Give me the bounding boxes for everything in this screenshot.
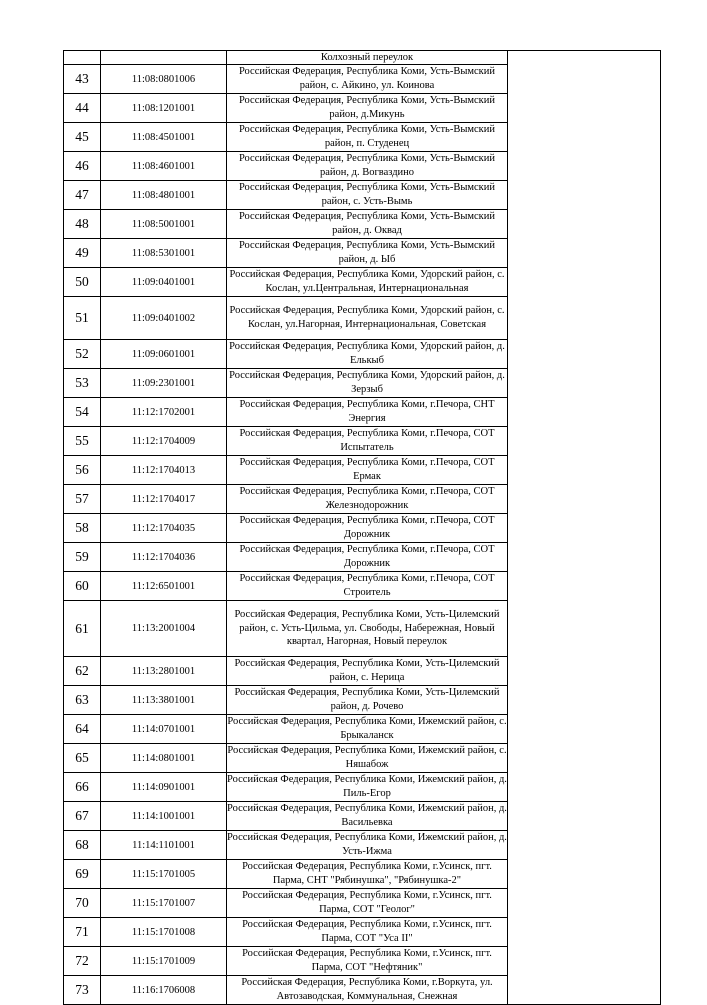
- row-number-cell: 47: [64, 181, 101, 210]
- row-number-cell: 55: [64, 427, 101, 456]
- address-cell: Российская Федерация, Республика Коми, г.Усинск, пгт. Парма, СОТ "Нефтяник": [227, 947, 508, 976]
- cadastral-code-cell: 11:14:0701001: [101, 715, 227, 744]
- address-cell: Российская Федерация, Республика Коми, г.Печора, СОТ Дорожник: [227, 543, 508, 572]
- cadastral-code-cell: 11:08:5001001: [101, 210, 227, 239]
- address-cell: Российская Федерация, Республика Коми, Усть-Вымский район, с. Усть-Вымь: [227, 181, 508, 210]
- address-cell: Российская Федерация, Республика Коми, г.Печора, СНТ Энергия: [227, 398, 508, 427]
- row-number-cell: 63: [64, 686, 101, 715]
- address-cell: Российская Федерация, Республика Коми, Усть-Вымский район, д. Оквад: [227, 210, 508, 239]
- address-cell: Российская Федерация, Республика Коми, Усть-Вымский район, д. Ыб: [227, 239, 508, 268]
- row-number-cell: 70: [64, 889, 101, 918]
- cadastral-code-cell: 11:08:1201001: [101, 94, 227, 123]
- address-cell: Российская Федерация, Республика Коми, г.Печора, СОТ Испытатель: [227, 427, 508, 456]
- cadastral-code-cell: 11:12:1704036: [101, 543, 227, 572]
- row-number-cell: 65: [64, 744, 101, 773]
- cadastral-code-cell: 11:14:0901001: [101, 773, 227, 802]
- cadastral-code-cell: 11:15:1701005: [101, 860, 227, 889]
- cadastral-code-cell: 11:08:4601001: [101, 152, 227, 181]
- cadastral-code-cell: 11:13:2001004: [101, 601, 227, 657]
- row-number-cell: 52: [64, 340, 101, 369]
- row-number-cell: 69: [64, 860, 101, 889]
- cadastral-code-cell: 11:13:3801001: [101, 686, 227, 715]
- row-number-cell: 61: [64, 601, 101, 657]
- row-number-cell: 51: [64, 297, 101, 340]
- row-number-cell: [64, 51, 101, 65]
- cadastral-table-body: [64, 51, 661, 1005]
- cadastral-code-cell: 11:12:1704017: [101, 485, 227, 514]
- cadastral-code-cell: 11:08:4501001: [101, 123, 227, 152]
- cadastral-code-cell: 11:15:1701008: [101, 918, 227, 947]
- cadastral-code-cell: 11:12:6501001: [101, 572, 227, 601]
- address-cell: Российская Федерация, Республика Коми, Удорский район, с. Кослан, ул.Нагорная, Интернациональная, Советская: [227, 297, 508, 340]
- address-cell: Российская Федерация, Республика Коми, г.Усинск, пгт. Парма, СОТ "Уса II": [227, 918, 508, 947]
- address-cell: Российская Федерация, Республика Коми, Усть-Вымский район, д. Вогваздино: [227, 152, 508, 181]
- address-cell: Российская Федерация, Республика Коми, Усть-Вымский район, п. Студенец: [227, 123, 508, 152]
- row-number-cell: 59: [64, 543, 101, 572]
- cadastral-code-cell: 11:08:0801006: [101, 65, 227, 94]
- table-row-continuation: [64, 51, 661, 65]
- row-number-cell: 66: [64, 773, 101, 802]
- note-cell: [508, 51, 661, 1005]
- address-cell: Российская Федерация, Республика Коми, Усть-Цилемский район, с. Усть-Цильма, ул. Свободы, Набережная, Новый квартал, Нагорная, Новый переулок: [227, 601, 508, 657]
- cadastral-code-cell: 11:08:5301001: [101, 239, 227, 268]
- cadastral-code-cell: 11:14:1001001: [101, 802, 227, 831]
- address-cell: Российская Федерация, Республика Коми, Удорский район, с. Кослан, ул.Центральная, Интернациональная: [227, 268, 508, 297]
- row-number-cell: 67: [64, 802, 101, 831]
- address-cell: Российская Федерация, Республика Коми, г.Печора, СОТ Строитель: [227, 572, 508, 601]
- address-cell: Российская Федерация, Республика Коми, Ижемский район, с. Няшабож: [227, 744, 508, 773]
- row-number-cell: 64: [64, 715, 101, 744]
- address-cell: Российская Федерация, Республика Коми, г.Усинск, пгт. Парма, СНТ "Рябинушка", "Рябинушка-2": [227, 860, 508, 889]
- row-number-cell: 57: [64, 485, 101, 514]
- address-cell: Российская Федерация, Республика Коми, Усть-Цилемский район, д. Рочево: [227, 686, 508, 715]
- address-cell: Российская Федерация, Республика Коми, Усть-Вымский район, д.Микунь: [227, 94, 508, 123]
- cadastral-code-cell: 11:09:0601001: [101, 340, 227, 369]
- row-number-cell: 56: [64, 456, 101, 485]
- row-number-cell: 62: [64, 657, 101, 686]
- row-number-cell: 49: [64, 239, 101, 268]
- row-number-cell: 53: [64, 369, 101, 398]
- cadastral-code-cell: 11:09:2301001: [101, 369, 227, 398]
- address-cell: Российская Федерация, Республика Коми, г.Печора, СОТ Ермак: [227, 456, 508, 485]
- cadastral-code-cell: 11:09:0401001: [101, 268, 227, 297]
- cadastral-code-cell: 11:12:1702001: [101, 398, 227, 427]
- row-number-cell: 46: [64, 152, 101, 181]
- cadastral-code-cell: 11:14:1101001: [101, 831, 227, 860]
- address-cell: Российская Федерация, Республика Коми, Усть-Вымский район, с. Айкино, ул. Коинова: [227, 65, 508, 94]
- row-number-cell: 60: [64, 572, 101, 601]
- cadastral-code-cell: 11:13:2801001: [101, 657, 227, 686]
- cadastral-code-cell: 11:12:1704009: [101, 427, 227, 456]
- cadastral-code-cell: 11:09:0401002: [101, 297, 227, 340]
- address-cell: Российская Федерация, Республика Коми, Ижемский район, д. Пиль-Егор: [227, 773, 508, 802]
- cadastral-code-cell: 11:15:1701007: [101, 889, 227, 918]
- row-number-cell: 48: [64, 210, 101, 239]
- address-cell: Российская Федерация, Республика Коми, г.Усинск, пгт. Парма, СОТ "Геолог": [227, 889, 508, 918]
- address-cell: Российская Федерация, Республика Коми, Ижемский район, д. Усть-Ижма: [227, 831, 508, 860]
- row-number-cell: 73: [64, 976, 101, 1005]
- row-number-cell: 58: [64, 514, 101, 543]
- address-cell: Российская Федерация, Республика Коми, Ижемский район, д. Васильевка: [227, 802, 508, 831]
- cadastral-code-cell: 11:12:1704013: [101, 456, 227, 485]
- address-cell: Российская Федерация, Республика Коми, Удорский район, д. Елькыб: [227, 340, 508, 369]
- cadastral-table: [63, 50, 661, 1005]
- row-number-cell: 44: [64, 94, 101, 123]
- cadastral-code-cell: 11:08:4801001: [101, 181, 227, 210]
- cadastral-code-cell: 11:16:1706008: [101, 976, 227, 1005]
- row-number-cell: 72: [64, 947, 101, 976]
- row-number-cell: 68: [64, 831, 101, 860]
- address-cell: Российская Федерация, Республика Коми, Ижемский район, с. Брыкаланск: [227, 715, 508, 744]
- row-number-cell: 54: [64, 398, 101, 427]
- row-number-cell: 43: [64, 65, 101, 94]
- address-cell: Российская Федерация, Республика Коми, Усть-Цилемский район, с. Нерица: [227, 657, 508, 686]
- address-cell: Российская Федерация, Республика Коми, г.Печора, СОТ Железнодорожник: [227, 485, 508, 514]
- address-cell: Российская Федерация, Республика Коми, г.Печора, СОТ Дорожник: [227, 514, 508, 543]
- row-number-cell: 45: [64, 123, 101, 152]
- address-cell: Российская Федерация, Республика Коми, г.Воркута, ул. Автозаводская, Коммунальная, Снежная: [227, 976, 508, 1005]
- address-cell: Российская Федерация, Республика Коми, Удорский район, д. Зерзыб: [227, 369, 508, 398]
- cadastral-code-cell: 11:15:1701009: [101, 947, 227, 976]
- cadastral-code-cell: 11:14:0801001: [101, 744, 227, 773]
- address-cell: Колхозный переулок: [227, 51, 508, 65]
- cadastral-code-cell: [101, 51, 227, 65]
- row-number-cell: 50: [64, 268, 101, 297]
- row-number-cell: 71: [64, 918, 101, 947]
- cadastral-code-cell: 11:12:1704035: [101, 514, 227, 543]
